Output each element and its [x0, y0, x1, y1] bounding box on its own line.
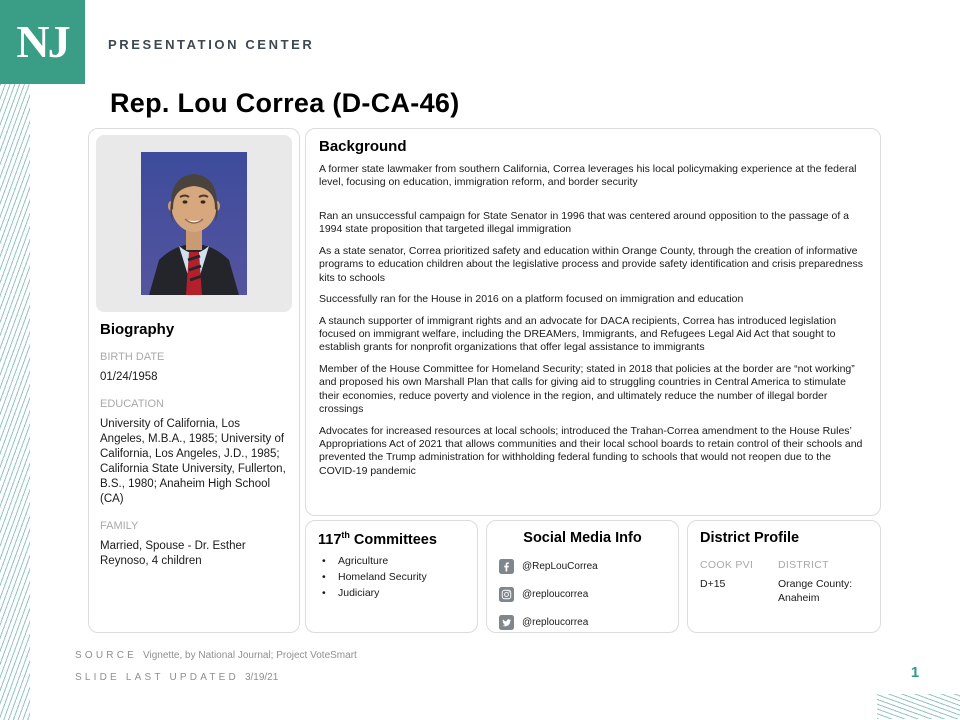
- birth-date-value: 01/24/1958: [100, 371, 158, 383]
- committees-heading: 117th Committees: [318, 530, 437, 548]
- last-updated-line: [75, 672, 278, 683]
- background-heading: Background: [319, 138, 407, 155]
- district-profile-heading: District Profile: [700, 530, 800, 546]
- member-portrait: [141, 152, 247, 295]
- committees-card: [305, 520, 478, 633]
- family-value: Married, Spouse - Dr. Esther Reynoso, 4 children: [100, 539, 246, 567]
- presentation-center-label: PRESENTATION CENTER: [108, 37, 315, 52]
- background-card: [305, 128, 881, 516]
- biography-section: [100, 321, 286, 568]
- biography-card: [88, 128, 300, 633]
- page-title: Rep. Lou Correa (D-CA-46): [110, 88, 460, 118]
- education-label: EDUCATION: [100, 397, 164, 410]
- district-grid: [700, 559, 868, 605]
- last-updated-value: 3/19/21: [244, 672, 279, 683]
- cook-pvi-value: D+15: [700, 578, 726, 590]
- nj-logo-text: NJ: [16, 16, 69, 67]
- instagram-handle: @reploucorrea: [522, 589, 589, 600]
- instagram-icon: [499, 587, 514, 602]
- photo-frame: [96, 135, 292, 312]
- page-number: 1: [910, 664, 920, 681]
- background-paragraph: Ran an unsuccessful campaign for State Senator in 1996 that was centered around opposition to the passage of a 1994 state proposition that targeted illegal immigration: [319, 209, 850, 236]
- background-paragraph: Advocates for increased resources at local schools; introduced the Trahan-Correa amendment to the House Rules’ Appropriations Act of 2021 that allows communities and their local school boards to retain control of their schools and prevented the Trump administration for withholding federal funding to schools that would not reopen due to the COVID-19 pandemic: [319, 424, 863, 477]
- social-row-instagram: [499, 587, 668, 602]
- background-paragraph: A former state lawmaker from southern California, Correa leverages his local policymaking experience at the federal level, focusing on education, immigration reform, and border security: [319, 163, 857, 189]
- cook-pvi-label: COOK PVI: [700, 559, 754, 571]
- background-paragraph: As a state senator, Correa prioritized safety and education within Orange County, through the creation of informative programs to education children about the legislative process and provide safety identification and crisis preparedness kits to schools: [319, 244, 863, 284]
- district-label: DISTRICT: [778, 559, 829, 571]
- social-media-heading: Social Media Info: [523, 530, 642, 546]
- committee-item: • Agriculture: [318, 553, 465, 569]
- source-line: [75, 650, 357, 661]
- source-value: Vignette, by National Journal; Project VoteSmart: [142, 650, 357, 661]
- birth-date-label: BIRTH DATE: [100, 351, 165, 363]
- social-media-card: [486, 520, 679, 633]
- facebook-handle: @RepLouCorrea: [522, 561, 598, 572]
- committee-item: • Judiciary: [318, 585, 465, 601]
- corner-stripe-decoration: [877, 694, 960, 719]
- background-paragraph: Member of the House Committee for Homeland Security; stated in 2018 that policies at the border are “not working” and proposed his own Marshall Plan that calls for giving aid to struggling countries in Central America to stimulate their economies, reduce poverty and violence in the region, and ultimately reduce the number of illegal border crossings: [319, 362, 855, 416]
- twitter-icon: [499, 615, 514, 630]
- district-profile-card: [687, 520, 881, 633]
- last-updated-label: SLIDE LAST UPDATED: [75, 672, 239, 683]
- left-stripe-decoration: [0, 84, 30, 720]
- twitter-handle: @reploucorrea: [522, 617, 589, 628]
- social-row-twitter: [499, 615, 668, 630]
- background-paragraph: A staunch supporter of immigrant rights and an advocate for DACA recipients, Correa has introduced legislation focused on immigrant welfare, including the DREAMers, Immigrants, and Refugees Legal Aid Act that sought to establish grants for nonprofit organizations that offer legal assistance to immigrants: [319, 314, 837, 354]
- nj-logo: [0, 0, 85, 84]
- biography-heading: Biography: [100, 321, 175, 338]
- family-label: FAMILY: [100, 519, 139, 532]
- social-row-facebook: [499, 559, 668, 574]
- facebook-icon: [499, 559, 514, 574]
- source-label: SOURCE: [75, 650, 137, 661]
- committee-item: • Homeland Security: [318, 569, 465, 585]
- education-value: University of California, Los Angeles, M.B.A., 1985; University of California, Los Angeles, J.D., 1985; California State University, Fullerton, B.S., 1980; Anaheim High School (CA): [100, 417, 286, 505]
- committees-list: [318, 553, 465, 602]
- background-paragraph: Successfully ran for the House in 2016 on a platform focused on immigration and education: [319, 293, 744, 306]
- district-value: Orange County: Anaheim: [778, 578, 853, 604]
